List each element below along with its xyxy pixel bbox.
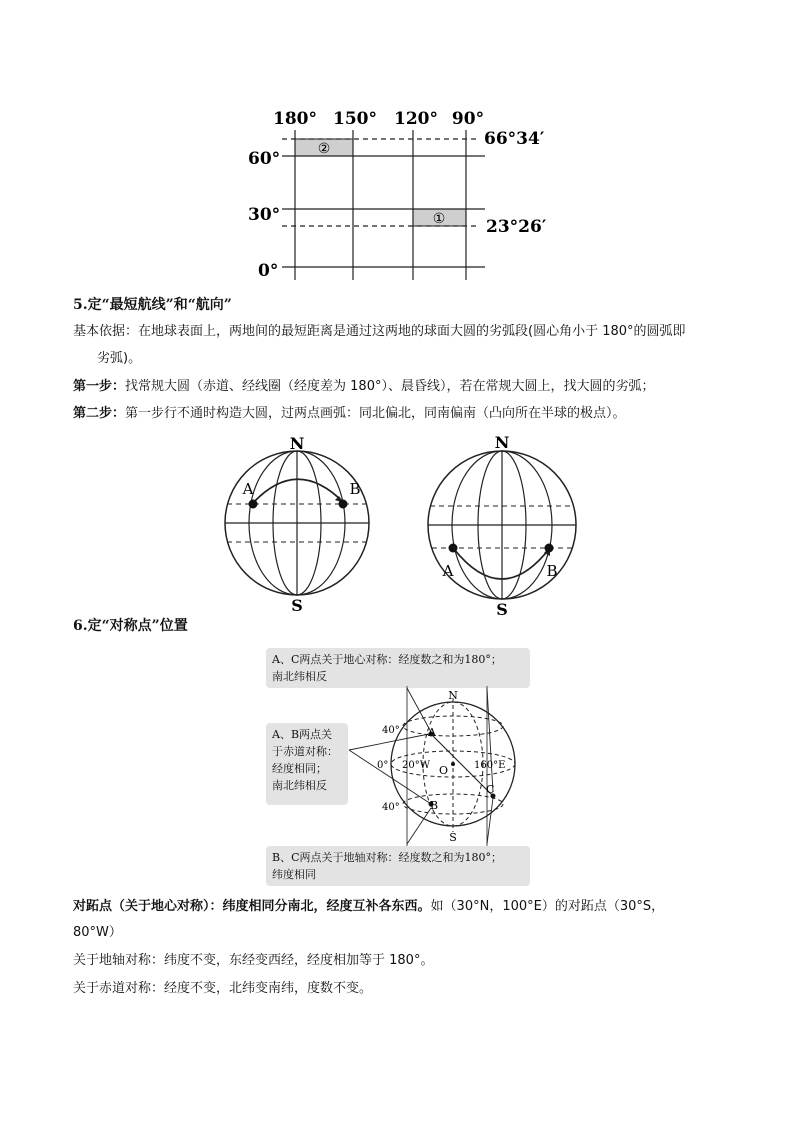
symmetry-globe <box>345 686 525 846</box>
point-a-label: A <box>242 480 254 498</box>
section6-heading: 6.定“对称点”位置 <box>73 618 188 634</box>
point-b-label: B <box>349 480 361 498</box>
section5-basis-cont: 劣弧)。 <box>97 351 142 366</box>
lat-label-0: 0° <box>258 261 279 281</box>
globe-north-svg <box>215 434 385 616</box>
callout-left-line4: 南北纬相反 <box>272 779 327 792</box>
antipode-paragraph <box>73 897 664 917</box>
point-a-dot <box>449 544 458 553</box>
north-label: N <box>289 434 305 453</box>
lon-label-120: 120° <box>394 109 438 129</box>
lon-label-90: 90° <box>451 109 485 129</box>
antipode-label: 对跖点 <box>73 899 113 914</box>
sym-a-label: A <box>428 726 436 739</box>
point-b-dot <box>545 544 554 553</box>
callout-bc-axis <box>266 846 530 886</box>
globe-south-route <box>420 431 590 619</box>
sym-c-label: C <box>486 783 495 796</box>
region-2-label: ② <box>317 141 331 157</box>
lat-lon-grid-figure <box>240 100 560 290</box>
south-label: S <box>291 596 303 615</box>
sym-lat-bottom: 40° <box>382 802 400 813</box>
antipode-paren: （关于地心对称）： <box>112 899 223 914</box>
sym-b-label: B <box>430 799 439 812</box>
step2-label: 第二步： <box>73 406 126 421</box>
sym-n-label: N <box>448 689 458 702</box>
south-label: S <box>496 600 508 619</box>
point-b-dot <box>339 500 348 509</box>
section5-step2 <box>73 404 626 424</box>
antipode-rule: 纬度相同分南北，经度互补各东西。 <box>222 899 431 914</box>
globe-north-route <box>215 434 385 616</box>
basis-text: 在地球表面上，两地间的最短距离是通过这两地的球面大圆的劣弧段(圆心角小于 180°的圆弧即 <box>138 324 686 339</box>
sym-160e-label: 160°E <box>474 760 506 771</box>
tropic-label: 23°26′ <box>486 217 547 237</box>
callout-ab-equator <box>266 723 348 805</box>
lat-label-30: 30° <box>248 205 281 225</box>
callout-top-line2: 南北纬相反 <box>272 670 327 683</box>
equator-symmetry-paragraph: 关于赤道对称：经度不变，北纬变南纬，度数不变。 <box>73 981 373 996</box>
callout-left-line3: 经度相同； <box>272 762 327 775</box>
antipode-example-cont: 80°W） <box>73 925 122 940</box>
callout-left-line2: 于赤道对称： <box>272 745 338 758</box>
sym-20w-label: 20°W <box>402 760 431 771</box>
point-b-label: B <box>546 562 558 580</box>
point-a-label: A <box>442 562 454 580</box>
callout-ac-center <box>266 648 530 688</box>
symmetry-globe-svg <box>345 686 525 846</box>
basis-label: 基本依据： <box>73 324 139 339</box>
section5-basis <box>73 322 686 342</box>
section5-step1 <box>73 377 654 397</box>
axis-symmetry-paragraph: 关于地轴对称：纬度不变，东经变西经，经度相加等于 180°。 <box>73 953 434 968</box>
lon-label-180: 180° <box>273 109 317 129</box>
lat-lon-grid-svg <box>240 100 560 290</box>
sym-equator-label: 0° <box>377 760 389 771</box>
globe-south-svg <box>420 431 590 619</box>
step1-label: 第一步： <box>73 379 126 394</box>
callout-top-line1: A、C两点关于地心对称：经度数之和为180°； <box>272 653 502 666</box>
section5-heading: 5.定“最短航线”和“航向” <box>73 297 232 313</box>
callout-bottom-line1: B、C两点关于地轴对称：经度数之和为180°； <box>272 851 502 864</box>
sym-s-label: S <box>449 831 457 844</box>
sym-lat-top: 40° <box>382 725 400 736</box>
north-label: N <box>494 433 510 452</box>
antipode-example: 如（30°N，100°E）的对跖点（30°S， <box>430 899 665 914</box>
step2-text: 第一步行不通时构造大圆，过两点画弧：同北偏北，同南偏南（凸向所在半球的极点）。 <box>125 406 626 421</box>
callout-bottom-line2: 纬度相同 <box>272 868 316 881</box>
lon-label-150: 150° <box>333 109 377 129</box>
arctic-circle-label: 66°34′ <box>484 129 545 149</box>
lat-label-60: 60° <box>248 149 281 169</box>
sym-o-label: O <box>439 764 449 777</box>
callout-left-line1: A、B两点关 <box>272 728 333 741</box>
region-1-label: ① <box>432 211 446 227</box>
step1-text: 找常规大圆（赤道、经线圈（经度差为 180°）、晨昏线），若在常规大圆上，找大圆的劣弧； <box>125 379 655 394</box>
point-a-dot <box>249 500 258 509</box>
